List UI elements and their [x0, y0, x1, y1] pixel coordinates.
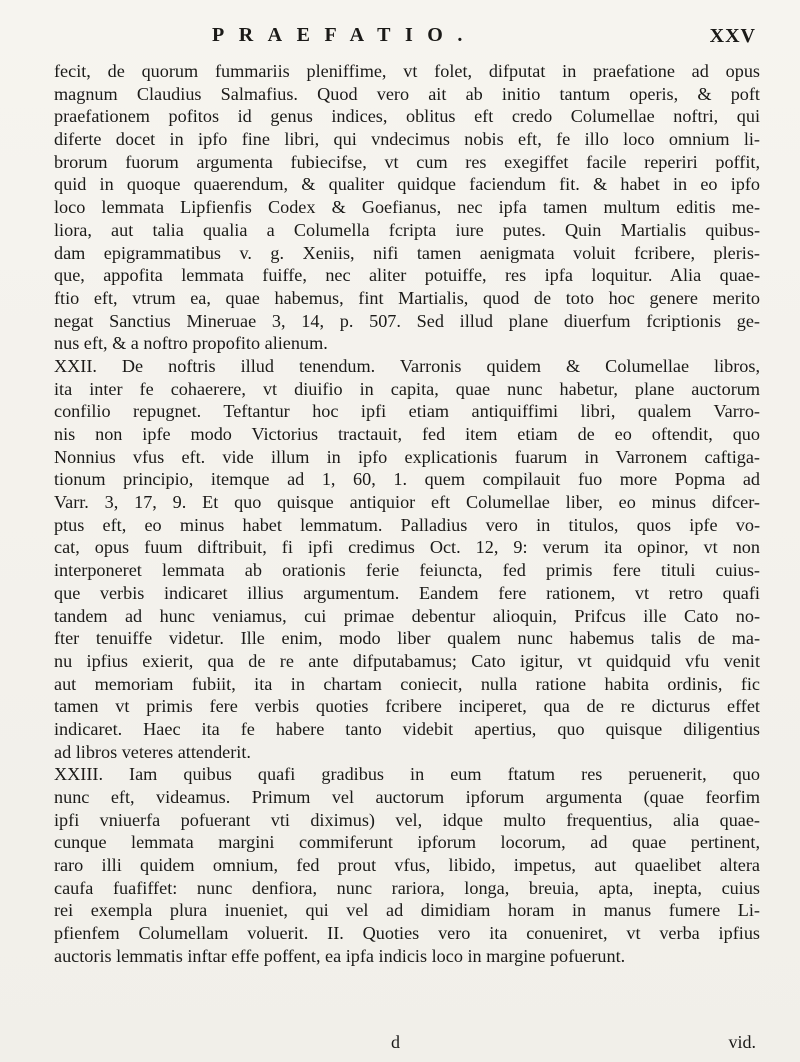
text-line: nis non ipfe modo Victorius tractauit, fed item etiam de eo oftendit, quo: [54, 424, 760, 444]
running-title: PRAEFATIO.: [212, 24, 477, 46]
page-number: XXV: [709, 25, 756, 47]
text-line: pfienfem Columellam voluerit. II. Quoties vero ita conueniret, vt verba ipfius: [54, 923, 760, 944]
text-line: diferte docet in ipfo fine libri, qui vndecimus nobis eft, fe illo loco omnium li-: [54, 129, 760, 150]
signature-mark: d: [391, 1032, 400, 1052]
text-line: que verbis indicaret illius argumentum. Eandem fere rationem, vt retro quafi: [54, 582, 760, 603]
text-line: cunque lemmata margini commiferunt ipforum locorum, ad quae pertinent,: [54, 832, 760, 853]
text-line: magnum Claudius Salmafius. Quod vero ait ab initio tantum operis, & poft: [54, 83, 760, 104]
text-line: cat, opus fuum diftribuit, fi ipfi credimus Oct. 12, 9: verum ita opinor, vt non: [54, 537, 760, 558]
text-line: Nonnius vfus eft. vide illum in ipfo explicationis fuarum in Varronem caftiga-: [54, 446, 760, 467]
text-line: XXII. De noftris illud tenendum. Varronis quidem & Columellae libros,: [54, 355, 760, 376]
page-footer: [0, 1032, 800, 1054]
text-line: fter tenuiffe videtur. Ille enim, modo liber qualem nunc habemus talis de ma-: [54, 628, 760, 649]
text-line: ipfi vniuerfa pofuerant vti diximus) vel, idque multo frequentius, alia quae-: [54, 809, 760, 830]
text-line: praefationem pofitos id genus indices, oblitus eft credo Columellae noftri, qui: [54, 106, 760, 127]
text-line: liora, aut talia qualia a Columella fcripta iure putes. Quin Martialis quibus-: [54, 219, 760, 240]
text-line: aut memoriam fubiit, ita in chartam coniecit, nulla ratione habita ordinis, fic: [54, 673, 760, 694]
text-line: tandem ad hunc veniamus, cui primae debentur alioquin, Prifcus ille Cato no-: [54, 605, 760, 626]
text-line: fecit, de quorum fummariis pleniffime, vt folet, difputat in praefatione ad opus: [54, 61, 760, 81]
text-line: tionum principio, itemque ad 1, 60, 1. quem compilauit fuo more Popma ad: [54, 469, 760, 490]
text-line: ita inter fe cohaerere, vt diuifio in capita, quae nunc habetur, plane auctorum: [54, 378, 760, 399]
text-line: ad libros veteres attenderit.: [54, 741, 251, 762]
text-line: XXIII. Iam quibus quafi gradibus in eum ftatum res peruenerit, quo: [54, 764, 760, 785]
text-line: loco lemmata Lipfienfis Codex & Goefianus, nec ipfa tamen multum editis me-: [54, 197, 760, 218]
catchword: vid.: [728, 1032, 756, 1052]
text-line: Varr. 3, 17, 9. Et quo quisque antiquior eft Columellae liber, eo minus difcer-: [54, 492, 760, 513]
text-line: confilio repugnet. Teftantur hoc ipfi etiam antiquiffimi libri, qualem Varro-: [54, 401, 760, 422]
text-line: brorum fuorum argumenta fubiecifse, vt cum res exegiffet facile reperiri poffit,: [54, 151, 760, 172]
text-line: auctoris lemmatis inftar effe poffent, ea ipfa indicis loco in margine pofuerunt.: [54, 945, 626, 966]
text-line: nus eft, & a noftro propofito alienum.: [54, 333, 328, 354]
text-line: nu ipfius exierit, qua de re ante difputabamus; Cato igitur, vt quidquid vfu venit: [54, 650, 760, 671]
body-text: [54, 60, 760, 968]
text-line: que, appofita lemmata fuiffe, nec aliter potuiffe, res ipfa loquitur. Alia quae-: [54, 265, 760, 286]
text-line: raro illi quidem omnium, fed prout vfus, libido, impetus, aut quaelibet altera: [54, 855, 760, 876]
text-line: caufa fuafiffet: nunc denfiora, nunc rariora, longa, breuia, apta, inepta, cuius: [54, 877, 760, 898]
text-line: ftio eft, vtrum ea, quae habemus, fint Martialis, quod de toto hoc genere merito: [54, 287, 760, 308]
text-line: indicaret. Haec ita fe habere tanto videbit apertius, quo quisque diligentius: [54, 718, 760, 739]
text-line: ptus eft, eo minus habet lemmatum. Palladius vero in titulos, quos ipfe vo-: [54, 514, 760, 535]
text-line: rei exempla plura inueniet, qui vel ad dimidiam horam in manus fumere Li-: [54, 900, 760, 921]
text-line: interponeret lemmata ab orationis ferie feiuncta, fed primis fere tituli cuius-: [54, 560, 760, 581]
text-line: nunc eft, videamus. Primum vel auctorum ipforum argumenta (quae feorfim: [54, 787, 760, 807]
page-header: [0, 24, 800, 54]
text-line: negat Sanctius Mineruae 3, 14, p. 507. Sed illud plane diuerfum fcriptionis ge-: [54, 310, 760, 331]
text-line: dam epigrammatibus v. g. Xeniis, nifi tamen aenigmata voluit fcribere, pleris-: [54, 242, 760, 263]
text-line: quid in quoque quaerendum, & qualiter quidque faciendum fit. & habet in eo ipfo: [54, 174, 760, 195]
text-line: tamen vt primis fere verbis quoties fcribere inciperet, qua de re dicturus effet: [54, 696, 760, 717]
